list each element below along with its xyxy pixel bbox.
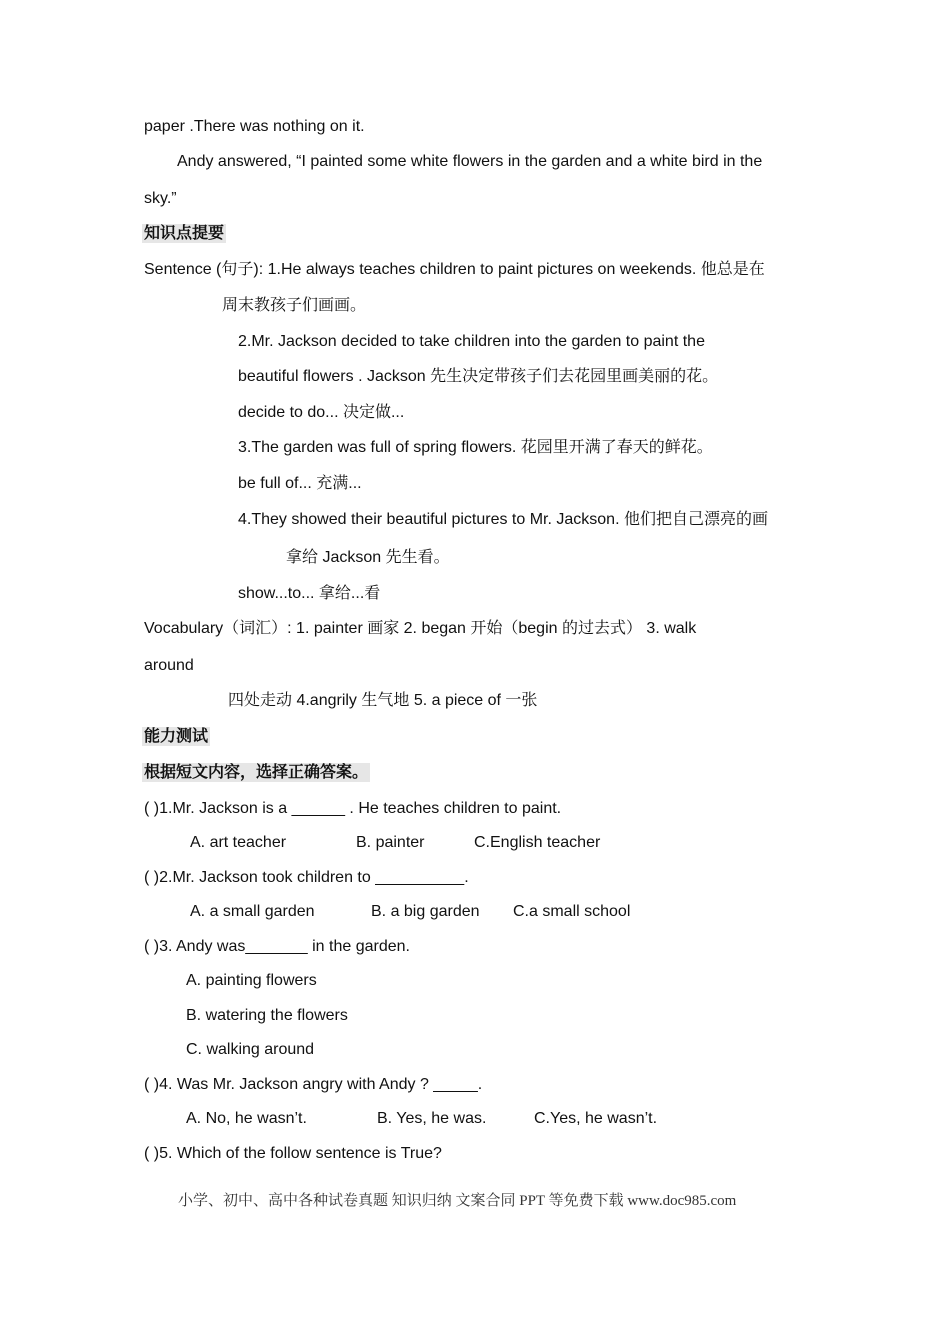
question-5: ( )5. Which of the follow sentence is True? xyxy=(144,1145,442,1162)
question-2-option-b: B. a big garden xyxy=(371,903,480,920)
story-line-1: paper .There was nothing on it. xyxy=(144,118,365,135)
question-1-option-c: C.English teacher xyxy=(474,834,601,851)
question-4: ( )4. Was Mr. Jackson angry with Andy ? _____. xyxy=(144,1076,483,1093)
vocabulary-line-a: Vocabulary（词汇）: 1. painter 画家 2. began 开始（begin 的过去式） 3. walk xyxy=(144,620,697,637)
test-heading-text: 能力测试 xyxy=(144,728,209,745)
question-4-option-b: B. Yes, he was. xyxy=(377,1110,487,1127)
question-3-option-c: C. walking around xyxy=(186,1041,315,1058)
story-line-2: Andy answered, “I painted some white flowers in the garden and a white bird in the xyxy=(177,153,763,170)
sentence-4-line-b: 拿给 Jackson 先生看。 xyxy=(286,549,450,566)
test-instruction xyxy=(142,762,370,784)
sentence-2-line-a: 2.Mr. Jackson decided to take children into the garden to paint the xyxy=(238,333,705,350)
sentence-2-phrase: decide to do... 决定做... xyxy=(238,404,405,421)
sentence-4-phrase: show...to... 拿给...看 xyxy=(238,585,381,602)
knowledge-heading xyxy=(142,223,226,245)
question-1-option-b: B. painter xyxy=(356,834,425,851)
sentence-4-line-a: 4.They showed their beautiful pictures to Mr. Jackson. 他们把自己漂亮的画 xyxy=(238,511,768,528)
vocabulary-line-b: around xyxy=(144,657,194,674)
sentence-1-line-b: 周末教孩子们画画。 xyxy=(222,297,367,314)
sentence-3-phrase: be full of... 充满... xyxy=(238,475,362,492)
question-2-option-a: A. a small garden xyxy=(190,903,315,920)
question-2-option-c: C.a small school xyxy=(513,903,631,920)
question-1-option-a: A. art teacher xyxy=(190,834,287,851)
sentence-2-line-b: beautiful flowers . Jackson 先生决定带孩子们去花园里画美丽的花。 xyxy=(238,368,719,385)
question-3-option-b: B. watering the flowers xyxy=(186,1007,348,1024)
knowledge-heading-text: 知识点提要 xyxy=(144,225,225,242)
question-4-option-a: A. No, he wasn’t. xyxy=(186,1110,307,1127)
sentence-1-line-a: Sentence (句子): 1.He always teaches children to paint pictures on weekends. 他总是在 xyxy=(144,261,765,278)
question-2: ( )2.Mr. Jackson took children to __________. xyxy=(144,869,469,886)
vocabulary-line-c: 四处走动 4.angrily 生气地 5. a piece of 一张 xyxy=(228,692,538,709)
sentence-3-line-a: 3.The garden was full of spring flowers. 花园里开满了春天的鲜花。 xyxy=(238,439,713,456)
question-3-option-a: A. painting flowers xyxy=(186,972,317,989)
question-4-option-c: C.Yes, he wasn’t. xyxy=(534,1110,658,1127)
page-footer: 小学、初中、高中各种试卷真题 知识归纳 文案合同 PPT 等免费下载 www.doc985.com xyxy=(178,1193,737,1209)
test-instruction-text: 根据短文内容，选择正确答案。 xyxy=(144,764,369,781)
story-line-3: sky.” xyxy=(144,190,177,207)
test-heading xyxy=(142,726,210,748)
question-3: ( )3. Andy was_______ in the garden. xyxy=(144,938,410,955)
question-1: ( )1.Mr. Jackson is a ______ . He teaches children to paint. xyxy=(144,800,562,817)
